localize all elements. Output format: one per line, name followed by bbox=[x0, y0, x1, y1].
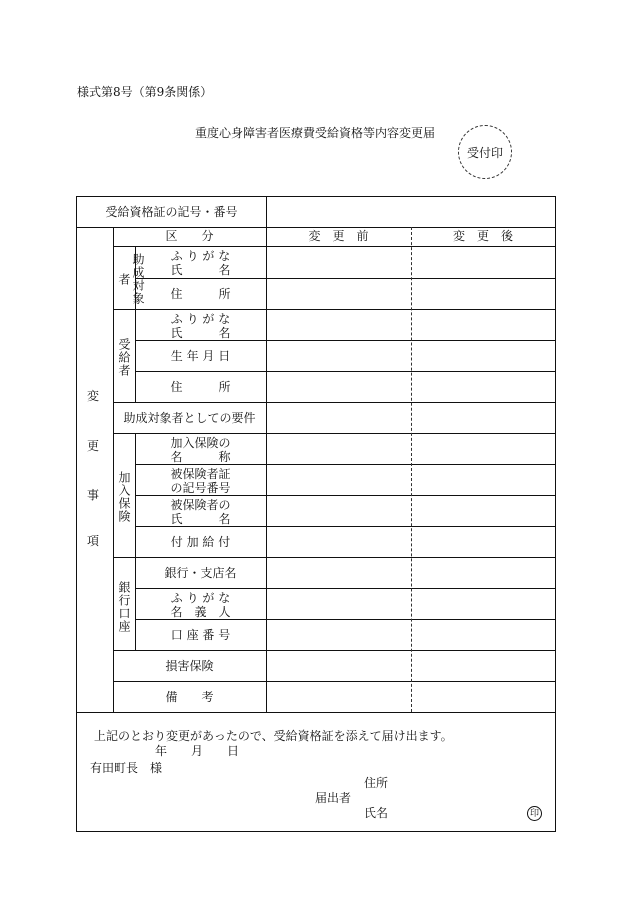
row-recipient-address: 住 所 bbox=[170, 380, 231, 394]
furigana-label: ふ り が な bbox=[170, 590, 231, 605]
insurance-name-label-2: 名 称 bbox=[170, 449, 231, 464]
row-account-holder bbox=[135, 590, 266, 619]
declaration-statement: 上記のとおり変更があったので、受給資格証を添えて届け出ます。 bbox=[94, 729, 453, 743]
rule bbox=[113, 309, 555, 310]
side-label-char: 更 bbox=[87, 439, 100, 453]
furigana-label: ふ り が な bbox=[170, 249, 231, 263]
side-label-char: 項 bbox=[87, 534, 100, 548]
group-bank: 銀行口座 bbox=[117, 581, 131, 633]
rule bbox=[113, 227, 114, 712]
before-change-header: 変 更 前 bbox=[308, 229, 369, 243]
row-insured-name bbox=[135, 497, 266, 526]
group-insurance: 加入保険 bbox=[117, 471, 131, 523]
rule bbox=[135, 371, 555, 372]
rule bbox=[135, 526, 555, 527]
row-account-number: 口 座 番 号 bbox=[170, 628, 231, 642]
reception-stamp-area bbox=[458, 125, 512, 179]
seal-mark bbox=[527, 806, 542, 821]
group-recipient: 受給者 bbox=[117, 337, 131, 377]
holder-label: 名 義 人 bbox=[170, 604, 231, 619]
rule bbox=[135, 340, 555, 341]
row-birthdate: 生 年 月 日 bbox=[170, 349, 231, 363]
side-label-char: 変 bbox=[87, 389, 100, 403]
rule bbox=[135, 588, 555, 589]
row-subsidy-name bbox=[135, 248, 266, 278]
furigana-label: ふ り が な bbox=[170, 311, 231, 326]
applicant-label: 届出者 bbox=[315, 791, 352, 805]
column-divider bbox=[411, 227, 412, 712]
rule bbox=[77, 227, 555, 228]
date-line: 年 月 日 bbox=[155, 744, 240, 758]
rule bbox=[113, 681, 555, 682]
row-additional-benefit: 付 加 給 付 bbox=[170, 535, 231, 549]
insured-cert-label-1: 被保険者証 bbox=[170, 466, 231, 481]
row-insurance-name bbox=[135, 435, 266, 464]
rule bbox=[113, 402, 555, 403]
addressee: 有田町長 様 bbox=[90, 761, 163, 775]
seal-text: 印 bbox=[529, 808, 539, 819]
row-recipient-name bbox=[135, 311, 266, 340]
rule bbox=[266, 197, 267, 712]
name-label: 氏名 bbox=[364, 806, 389, 820]
row-subsidy-address: 住 所 bbox=[170, 287, 231, 301]
form-reference: 様式第8号（第9条関係） bbox=[77, 85, 213, 99]
insured-cert-label-2: の記号番号 bbox=[170, 480, 231, 495]
rule bbox=[135, 495, 555, 496]
rule bbox=[113, 650, 555, 651]
group-subsidy-target: 助成対象者 bbox=[117, 253, 145, 305]
insurance-name-label-1: 加入保険の bbox=[170, 435, 231, 450]
form-title: 重度心身障害者医療費受給資格等内容変更届 bbox=[195, 126, 436, 140]
row-requirements: 助成対象者としての要件 bbox=[123, 411, 256, 425]
category-header: 区 分 bbox=[165, 229, 214, 243]
row-bank-branch: 銀行・支店名 bbox=[164, 566, 237, 580]
change-notification-form bbox=[76, 196, 556, 832]
side-label-char: 事 bbox=[87, 488, 100, 502]
row-insured-cert bbox=[135, 466, 266, 495]
insured-name-label-1: 被保険者の bbox=[170, 497, 231, 512]
row-remarks: 備 考 bbox=[165, 690, 214, 704]
rule bbox=[113, 557, 555, 558]
certificate-number-label: 受給資格証の記号・番号 bbox=[105, 205, 238, 219]
rule bbox=[135, 464, 555, 465]
rule bbox=[135, 619, 555, 620]
after-change-header: 変 更 後 bbox=[452, 229, 513, 243]
reception-stamp-label: 受付印 bbox=[466, 145, 503, 160]
row-damage-insurance: 損害保険 bbox=[165, 659, 214, 673]
name-label: 氏 名 bbox=[170, 325, 231, 340]
rule bbox=[113, 246, 555, 247]
name-label: 氏 名 bbox=[170, 263, 231, 277]
insured-name-label-2: 氏 名 bbox=[170, 511, 231, 526]
rule bbox=[77, 712, 555, 713]
address-label: 住所 bbox=[364, 776, 389, 790]
rule bbox=[113, 433, 555, 434]
rule bbox=[135, 278, 555, 279]
